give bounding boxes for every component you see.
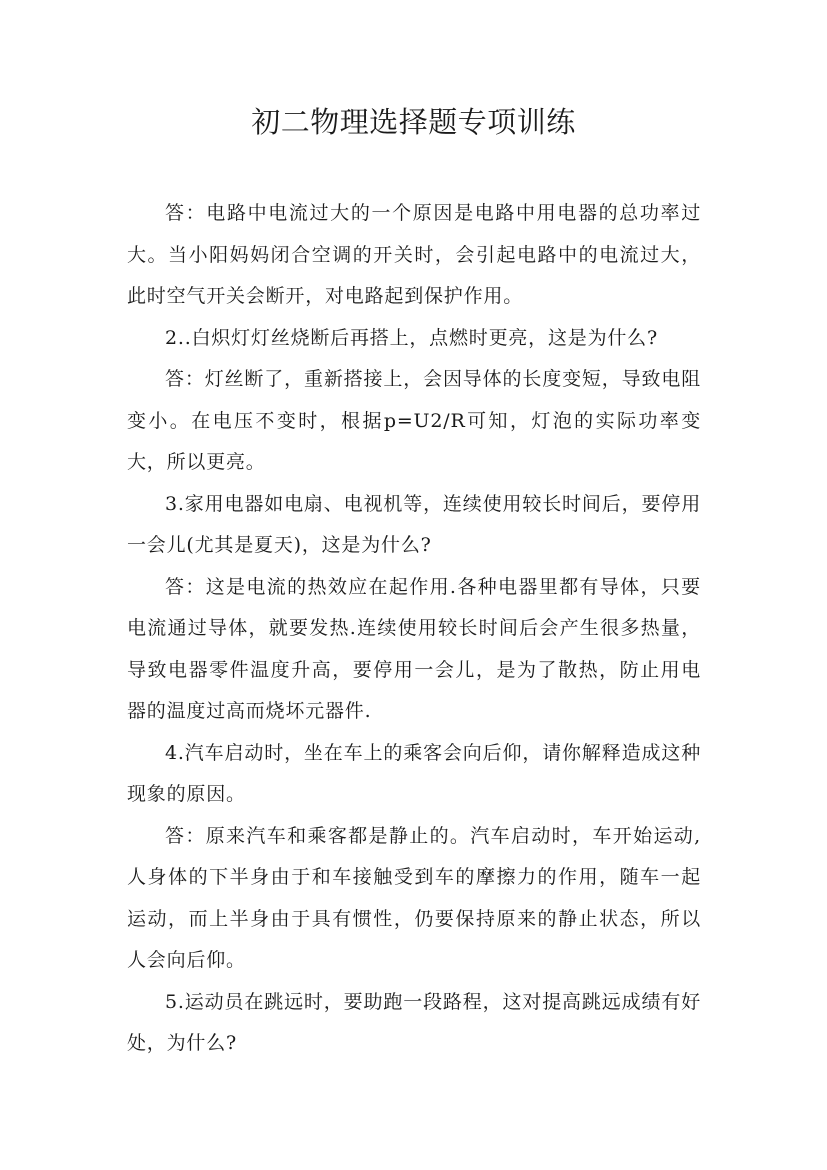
paragraph-answer-2: 答：灯丝断了，重新搭接上，会因导体的长度变短，导致电阻变小。在电压不变时，根据p=U2/R可知，灯泡的实际功率变大，所以更亮。 [127,368,701,473]
paragraph-question-2: 2..白炽灯灯丝烧断后再搭上，点燃时更亮，这是为什么? [165,326,658,349]
document-title: 初二物理选择题专项训练 [251,105,576,139]
paragraph-answer-4: 答：原来汽车和乘客都是静止的。汽车启动时，车开始运动,人身体的下半身由于和车接触受到车的摩擦力的作用，随车一起运动，而上半身由于具有惯性，仍要保持原来的静止状态，所以人会向后仰。 [127,824,701,971]
paragraph-question-3: 3.家用电器如电扇、电视机等，连续使用较长时间后，要停用一会儿(尤其是夏天)，这是为什么? [127,492,701,556]
paragraph-answer-3: 答：这是电流的热效应在起作用.各种电器里都有导体，只要电流通过导体，就要发热.连续使用较长时间后会产生很多热量，导致电器零件温度升高，要停用一会儿，是为了散热，防止用电器的温度过高而烧坏元器件. [127,575,701,722]
paragraph-answer-1: 答：电路中电流过大的一个原因是电路中用电器的总功率过大。当小阳妈妈闭合空调的开关时，会引起电路中的电流过大，此时空气开关会断开，对电路起到保护作用。 [127,202,701,307]
paragraph-question-5: 5.运动员在跳远时，要助跑一段路程，这对提高跳远成绩有好处，为什么? [127,990,701,1054]
paragraph-question-4: 4.汽车启动时，坐在车上的乘客会向后仰，请你解释造成这种现象的原因。 [127,741,701,805]
document-body [127,193,701,1065]
